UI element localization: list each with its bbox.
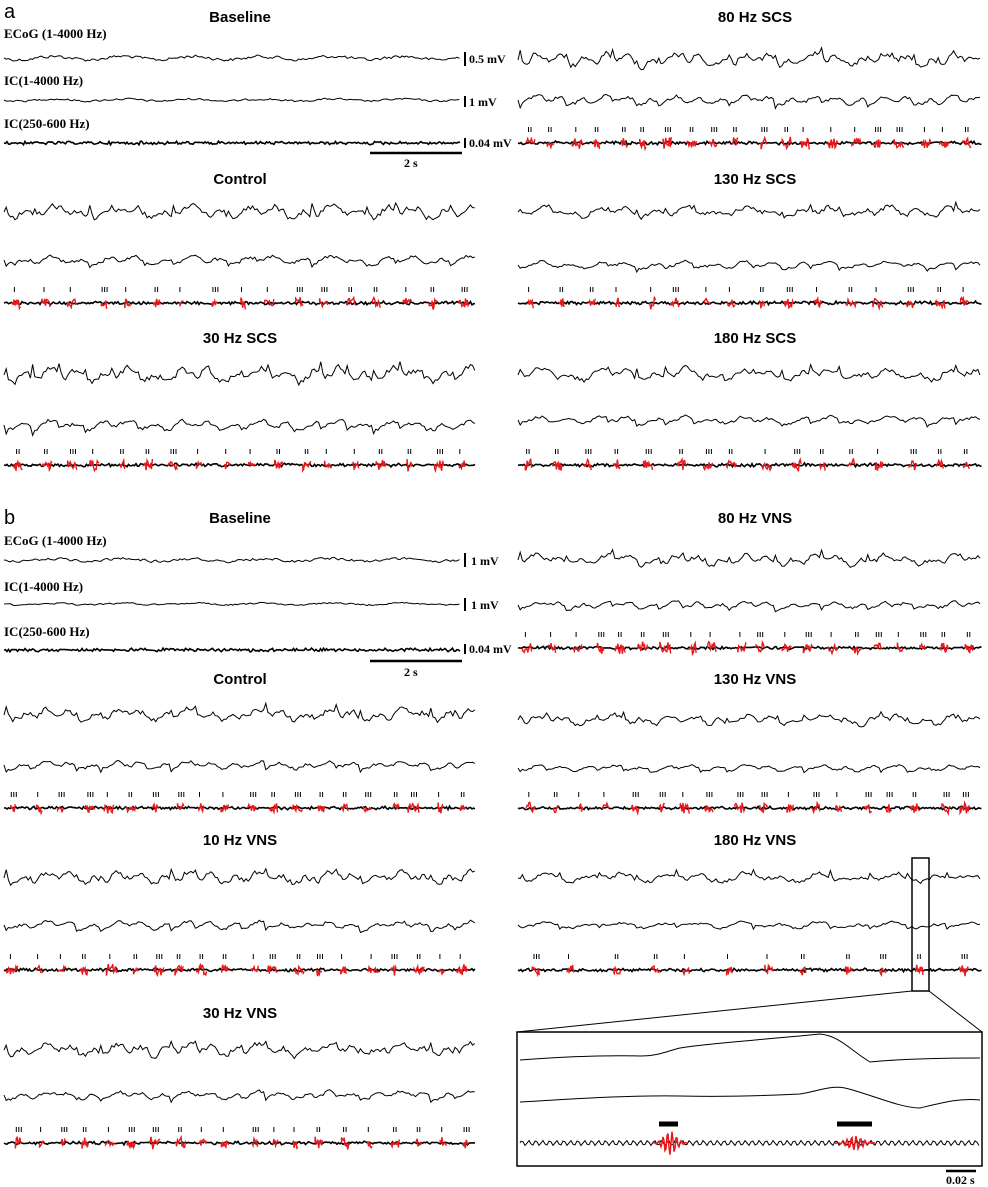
- a-180hz-burst: [614, 460, 620, 469]
- b-30hz-band: [4, 1141, 475, 1145]
- scale-label-b-ic: 1 mV: [471, 598, 499, 612]
- a-control-burst: [154, 299, 160, 307]
- a-130hz-burst: [615, 298, 620, 307]
- a-130hz-burst: [907, 302, 913, 308]
- a-control-burst: [429, 300, 438, 310]
- a-130hz-burst: [784, 299, 793, 308]
- a-80hz-ic: [518, 94, 980, 108]
- b-130hz-burst: [787, 804, 793, 812]
- b-10hz-ecog: [4, 869, 475, 886]
- a-180hz-burst: [644, 460, 653, 470]
- b-control-burst: [58, 808, 64, 813]
- inset-burst-2: [835, 1136, 875, 1150]
- b-10hz-burst: [391, 967, 396, 976]
- a-baseline-band: [4, 141, 460, 145]
- a-control-burst: [212, 301, 217, 307]
- b-30hz-ic: [4, 1090, 475, 1103]
- b-180hz-burst: [960, 966, 969, 977]
- title-a-30hz-scs: 30 Hz SCS: [202, 330, 278, 347]
- scale-label-a-band: 0.04 mV: [469, 136, 512, 150]
- a-80hz-burst: [640, 139, 646, 149]
- scale-label-a-ic: 1 mV: [469, 95, 497, 109]
- a-180hz-burst: [553, 462, 562, 471]
- panel-letter-a: a: [4, 1, 16, 23]
- channel-label-b-ic-broad: IC(1-4000 Hz): [4, 579, 84, 594]
- a-130hz-burst: [589, 299, 595, 306]
- title-b-30hz-vns: 30 Hz VNS: [202, 1005, 278, 1022]
- a-130hz-ecog: [518, 202, 980, 219]
- b-control-burst: [199, 803, 204, 811]
- a-30hz-ic: [4, 419, 475, 435]
- b-control-burst: [461, 805, 466, 811]
- b-80hz-burst: [782, 644, 791, 651]
- b-80hz-ecog: [518, 550, 980, 568]
- channel-label-a-ic-band: IC(250-600 Hz): [4, 116, 90, 131]
- scale-label-b-ecog: 1 mV: [471, 554, 499, 568]
- a-30hz-burst: [14, 462, 22, 471]
- b-30hz-burst: [315, 1137, 322, 1149]
- b-180hz-ic: [518, 921, 980, 929]
- b-control-burst: [11, 804, 16, 811]
- a-control-burst: [125, 300, 130, 309]
- b-130hz-ecog: [518, 712, 980, 727]
- a-control-ecog: [4, 203, 475, 220]
- channel-label-a-ecog: ECoG (1-4000 Hz): [4, 26, 107, 41]
- title-a-130hz-scs: 130 Hz SCS: [713, 171, 797, 188]
- b-130hz-burst: [680, 803, 689, 814]
- b-130hz-burst: [911, 804, 920, 813]
- inset-time-scale-label: 0.02 s: [946, 1173, 975, 1187]
- b-control-burst: [341, 804, 348, 811]
- a-30hz-burst: [120, 461, 125, 469]
- a-130hz-burst: [559, 298, 564, 306]
- b-10hz-ic: [4, 920, 475, 932]
- b-baseline-band: [4, 648, 460, 652]
- title-b-10hz-vns: 10 Hz VNS: [202, 832, 278, 849]
- a-180hz-burst: [525, 459, 531, 470]
- a-30hz-burst: [249, 462, 255, 466]
- b-180hz-burst: [845, 967, 852, 975]
- a-30hz-burst: [435, 461, 444, 471]
- a-180hz-ecog: [518, 365, 980, 382]
- b-80hz-band: [518, 646, 982, 649]
- a-baseline-ic: [4, 98, 459, 102]
- b-30hz-burst: [416, 1139, 421, 1146]
- panel-letter-b: b: [4, 507, 16, 529]
- a-130hz-burst: [815, 298, 821, 307]
- b-10hz-burst: [439, 970, 444, 975]
- a-30hz-ecog: [4, 362, 475, 385]
- b-baseline-ecog: [4, 557, 459, 563]
- b-control-band: [4, 806, 475, 810]
- a-30hz-burst: [303, 461, 311, 470]
- a-80hz-burst: [594, 140, 599, 149]
- a-30hz-burst: [353, 462, 358, 469]
- inset-frame: [517, 1032, 982, 1166]
- channel-label-a-ic-broad: IC(1-4000 Hz): [4, 73, 84, 88]
- b-30hz-ecog: [4, 1041, 475, 1058]
- inset-trace-band: [520, 1141, 979, 1146]
- title-a-baseline: Baseline: [209, 9, 271, 26]
- title-a-control: Control: [213, 171, 267, 188]
- b-130hz-burst: [554, 806, 559, 812]
- a-130hz-burst: [671, 298, 680, 307]
- a-180hz-burst: [876, 461, 884, 470]
- a-30hz-burst: [143, 459, 152, 470]
- a-80hz-burst: [782, 137, 791, 148]
- b-130hz-burst: [705, 805, 713, 812]
- inset-trace-ecog: [520, 1034, 980, 1062]
- a-control-ic: [4, 255, 475, 268]
- b-10hz-band: [4, 968, 475, 971]
- b-30hz-burst: [464, 1140, 469, 1148]
- b-180hz-burst: [727, 967, 732, 976]
- a-80hz-burst: [663, 137, 671, 149]
- b-30hz-burst: [440, 1137, 446, 1145]
- a-80hz-burst: [800, 138, 809, 150]
- b-10hz-burst: [134, 968, 139, 975]
- a-30hz-burst: [41, 462, 52, 470]
- b-control-burst: [84, 806, 95, 813]
- a-control-burst: [42, 299, 50, 307]
- a-control-burst: [12, 300, 20, 309]
- b-80hz-burst: [660, 642, 671, 654]
- a-80hz-band: [518, 141, 982, 145]
- a-30hz-burst: [376, 460, 386, 470]
- a-control-burst: [320, 298, 328, 306]
- b-180hz-burst: [532, 967, 539, 975]
- a-80hz-burst: [922, 140, 931, 148]
- a-80hz-burst: [687, 141, 697, 148]
- a-30hz-burst: [325, 461, 332, 468]
- time-scale-label-b: 2 s: [404, 665, 418, 679]
- title-b-80hz-vns: 80 Hz VNS: [717, 510, 793, 527]
- b-30hz-burst: [368, 1141, 373, 1148]
- b-80hz-burst: [689, 643, 696, 654]
- title-b-180hz-vns: 180 Hz VNS: [713, 832, 797, 849]
- zoom-connector-left: [517, 991, 912, 1032]
- a-80hz-burst: [894, 139, 904, 147]
- a-control-burst: [241, 298, 246, 310]
- b-10hz-burst: [457, 964, 468, 975]
- a-baseline-ecog: [4, 55, 459, 61]
- b-180hz-burst: [916, 965, 923, 975]
- b-130hz-burst: [864, 805, 871, 813]
- title-b-baseline: Baseline: [209, 510, 271, 527]
- b-80hz-burst: [708, 642, 716, 652]
- b-130hz-ic: [518, 765, 980, 773]
- zoom-connector-right: [929, 991, 982, 1032]
- b-10hz-burst: [222, 965, 228, 973]
- a-130hz-burst: [935, 300, 945, 308]
- b-control-burst: [126, 806, 136, 812]
- scale-label-b-band: 0.04 mV: [469, 642, 512, 656]
- b-130hz-burst: [578, 804, 583, 812]
- b-control-burst: [318, 806, 325, 813]
- b-10hz-burst: [106, 964, 117, 976]
- a-180hz-burst: [726, 461, 736, 467]
- b-80hz-burst: [597, 643, 603, 654]
- b-10hz-burst: [294, 967, 304, 975]
- channel-label-b-ecog: ECoG (1-4000 Hz): [4, 533, 107, 548]
- a-130hz-burst: [528, 300, 533, 308]
- b-80hz-ic: [518, 601, 980, 612]
- b-10hz-burst: [154, 965, 164, 975]
- a-180hz-ic: [518, 415, 980, 427]
- a-80hz-ecog: [518, 48, 980, 70]
- b-180hz-ecog: [518, 870, 980, 884]
- time-scale-label-a: 2 s: [404, 156, 418, 170]
- b-30hz-burst: [15, 1137, 20, 1149]
- b-control-ic: [4, 760, 475, 772]
- b-80hz-burst: [940, 643, 948, 652]
- channel-label-b-ic-band: IC(250-600 Hz): [4, 624, 90, 639]
- a-30hz-burst: [407, 459, 412, 471]
- a-130hz-ic: [518, 260, 980, 272]
- b-baseline-ic: [4, 602, 459, 605]
- a-control-burst: [68, 299, 77, 307]
- a-80hz-burst: [622, 138, 627, 147]
- a-30hz-burst: [197, 462, 202, 469]
- a-180hz-burst: [820, 462, 825, 470]
- a-180hz-burst: [937, 461, 943, 469]
- b-30hz-burst: [273, 1140, 278, 1146]
- title-b-130hz-vns: 130 Hz VNS: [713, 671, 797, 688]
- title-a-80hz-scs: 80 Hz SCS: [717, 9, 793, 26]
- b-30hz-burst: [293, 1141, 298, 1148]
- title-b-control: Control: [213, 671, 267, 688]
- a-180hz-burst: [963, 462, 969, 469]
- inset-trace-ic: [520, 1087, 980, 1108]
- title-a-180hz-scs: 180 Hz SCS: [713, 330, 797, 347]
- b-130hz-burst: [631, 805, 638, 813]
- b-control-ecog: [4, 703, 475, 722]
- scale-label-a-ecog: 0.5 mV: [469, 52, 506, 66]
